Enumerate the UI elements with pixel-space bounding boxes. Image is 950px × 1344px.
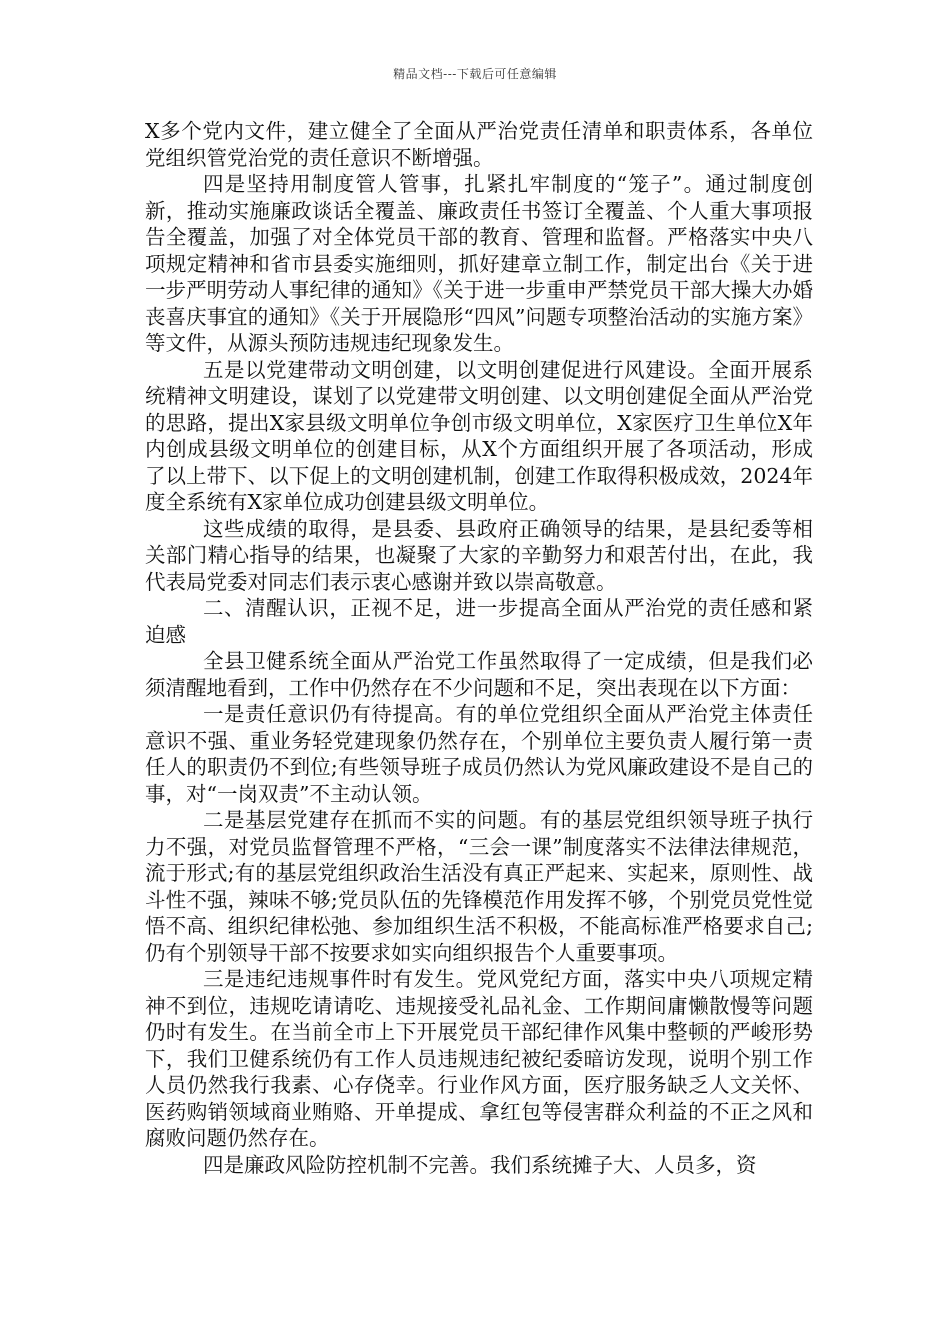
section-heading-two: 二、清醒认识，正视不足，进一步提高全面从严治党的责任感和紧迫感 — [145, 596, 813, 647]
paragraph-continuation: X多个党内文件，建立健全了全面从严治党责任清单和职责体系，各单位党组织管党治党的责任意识不断增强。 — [145, 119, 813, 170]
paragraph-problem-one: 一是责任意识仍有待提高。有的单位党组织全面从严治党主体责任意识不强、重业务轻党建现象仍然存在，个别单位主要负责人履行第一责任人的职责仍不到位;有些领导班子成员仍然认为党风廉政建设不是自己的事，对“一岗双责”不主动认领。 — [145, 702, 813, 806]
page-header: 精品文档---下载后可任意编辑 — [393, 67, 557, 81]
paragraph-point-four-system: 四是坚持用制度管人管事，扎紧扎牢制度的“笼子”。通过制度创新，推动实施廉政谈话全覆盖、廉政责任书签订全覆盖、个人重大事项报告全覆盖，加强了对全体党员干部的教育、管理和监督。严格落实中央八项规定精神和省市县委实施细则，抓好建章立制工作，制定出台《关于进一步严明劳动人事纪律的通知》《关于进一步重申严禁党员干部大操大办婚丧喜庆事宜的通知》《关于开展隐形“四风”问题专项整治活动的实施方案》等文件，从源头预防违规违纪现象发生。 — [145, 172, 813, 355]
paragraph-problem-four: 四是廉政风险防控机制不完善。我们系统摊子大、人员多，资 — [203, 1152, 757, 1177]
paragraph-problems-intro: 全县卫健系统全面从严治党工作虽然取得了一定成绩，但是我们必须清醒地看到，工作中仍然存在不少问题和不足，突出表现在以下方面： — [145, 649, 813, 700]
document-body — [145, 118, 813, 1178]
paragraph-problem-two: 二是基层党建存在抓而不实的问题。有的基层党组织领导班子执行力不强，对党员监督管理不严格，“三会一课”制度落实不法律法律规范，流于形式;有的基层党组织政治生活没有真正严起来、实起来，原则性、战斗性不强，辣味不够;党员队伍的先锋模范作用发挥不够，个别党员党性觉悟不高、组织纪律松弛、参加组织生活不积极，不能高标准严格要求自己;仍有个别领导干部不按要求如实向组织报告个人重要事项。 — [145, 808, 813, 965]
paragraph-problem-three: 三是违纪违规事件时有发生。党风党纪方面，落实中央八项规定精神不到位，违规吃请请吃、违规接受礼品礼金、工作期间庸懒散慢等问题仍时有发生。在当前全市上下开展党员干部纪律作风集中整顿的严峻形势下，我们卫健系统仍有工作人员违规违纪被纪委暗访发现，说明个别工作人员仍然我行我素、心存侥幸。行业作风方面，医疗服务缺乏人文关怀、医药购销领域商业贿赂、开单提成、拿红包等侵害群众利益的不正之风和腐败问题仍然存在。 — [145, 967, 813, 1150]
paragraph-point-five-civilization: 五是以党建带动文明创建，以文明创建促进行风建设。全面开展系统精神文明建设，谋划了以党建带文明创建、以文明创建促全面从严治党的思路，提出X家县级文明单位争创市级文明单位，X家医疗卫生单位X年内创成县级文明单位的创建目标，从X个方面组织开展了各项活动，形成了以上带下、以下促上的文明创建机制，创建工作取得积极成效，2024年度全系统有X家单位成功创建县级文明单位。 — [145, 357, 813, 514]
paragraph-achievements-thanks: 这些成绩的取得，是县委、县政府正确领导的结果，是县纪委等相关部门精心指导的结果，也凝聚了大家的辛勤努力和艰苦付出，在此，我代表局党委对同志们表示衷心感谢并致以崇高敬意。 — [145, 516, 813, 594]
